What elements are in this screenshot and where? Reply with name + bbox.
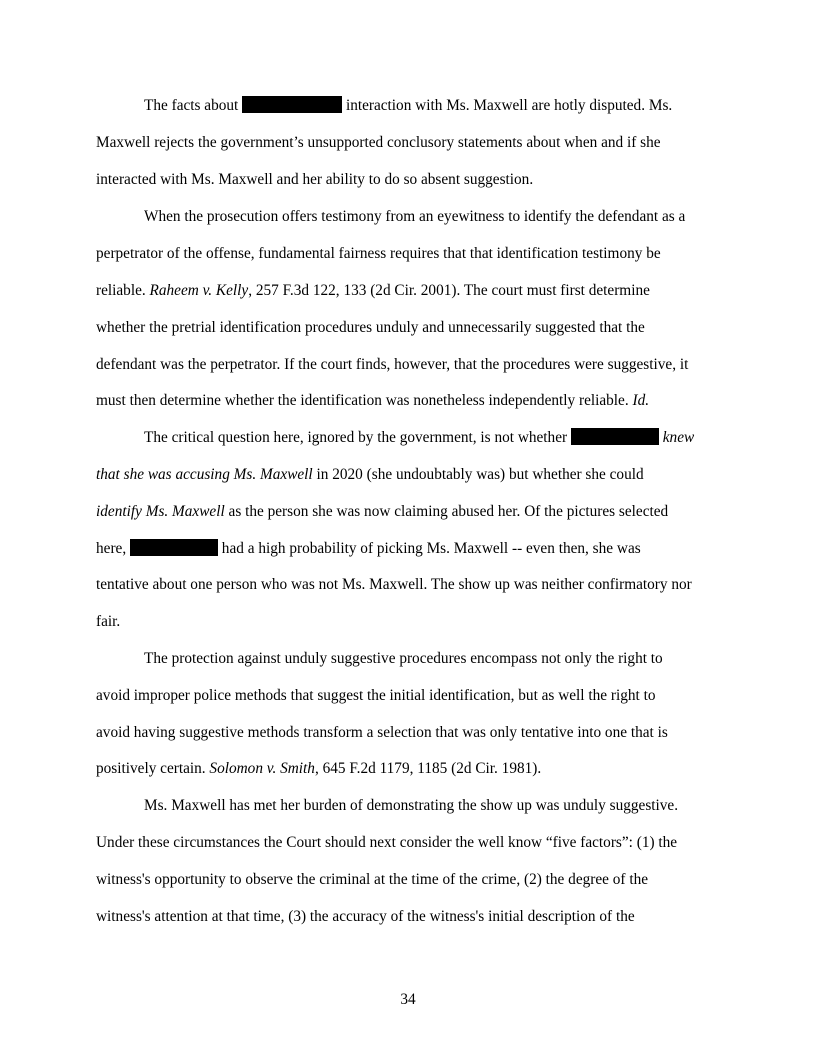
italic-text: knew bbox=[662, 429, 695, 446]
p5-line-1 bbox=[144, 796, 678, 816]
p4-line-3 bbox=[96, 723, 668, 743]
p3-line-2 bbox=[96, 465, 644, 485]
text: The facts about bbox=[144, 97, 243, 114]
p1-line-1 bbox=[144, 96, 672, 116]
id-citation: Id. bbox=[632, 392, 650, 409]
text: here, bbox=[96, 540, 130, 557]
text: The protection against unduly suggestive procedures encompass not only the right to bbox=[144, 650, 663, 667]
p5-line-3 bbox=[96, 870, 648, 890]
italic-text: that she was accusing Ms. Maxwell bbox=[96, 466, 313, 483]
p5-line-4 bbox=[96, 907, 635, 927]
text: fair. bbox=[96, 613, 121, 630]
text: perpetrator of the offense, fundamental fairness requires that that identification testimony be bbox=[96, 245, 661, 262]
text: When the prosecution offers testimony from an eyewitness to identify the defendant as a bbox=[144, 208, 686, 225]
p1-line-3 bbox=[96, 170, 533, 190]
p3-line-4 bbox=[96, 539, 641, 559]
p4-line-2 bbox=[96, 686, 656, 706]
redaction-box bbox=[571, 428, 659, 445]
text: interacted with Ms. Maxwell and her ability to do so absent suggestion. bbox=[96, 171, 534, 188]
text: Ms. Maxwell has met her burden of demonstrating the show up was unduly suggestive. bbox=[144, 797, 679, 814]
text: interaction with Ms. Maxwell are hotly disputed. Ms. bbox=[342, 97, 673, 114]
p4-line-1 bbox=[144, 649, 663, 669]
text: in 2020 (she undoubtably was) but whether she could bbox=[312, 466, 644, 483]
p3-line-5 bbox=[96, 575, 692, 595]
text: witness's attention at that time, (3) the accuracy of the witness's initial description of the bbox=[96, 908, 635, 925]
text: avoid improper police methods that suggest the initial identification, but as well the right to bbox=[96, 687, 656, 704]
p2-line-4 bbox=[96, 318, 645, 338]
text: Under these circumstances the Court should next consider the well know “five factors”: (1) the bbox=[96, 834, 678, 851]
text: must then determine whether the identification was nonetheless independently reliable. bbox=[96, 392, 633, 409]
text: whether the pretrial identification procedures unduly and unnecessarily suggested that the bbox=[96, 319, 645, 336]
page-number: 34 bbox=[400, 991, 416, 1008]
text: had a high probability of picking Ms. Maxwell -- even then, she was bbox=[217, 540, 641, 557]
text: tentative about one person who was not Ms. Maxwell. The show up was neither confirmatory nor bbox=[96, 576, 692, 593]
p2-line-5 bbox=[96, 355, 688, 375]
case-citation: Solomon v. Smith bbox=[209, 760, 315, 777]
p3-line-6 bbox=[96, 612, 120, 632]
p2-line-3 bbox=[96, 281, 650, 301]
text: Maxwell rejects the government’s unsupported conclusory statements about when and if she bbox=[96, 134, 661, 151]
text: reliable. bbox=[96, 282, 150, 299]
p1-line-2 bbox=[96, 133, 661, 153]
text: avoid having suggestive methods transform a selection that was only tentative into one that is bbox=[96, 724, 668, 741]
italic-text: identify Ms. Maxwell bbox=[96, 503, 225, 520]
redaction-box bbox=[130, 539, 218, 556]
text: positively certain. bbox=[96, 760, 210, 777]
p3-line-3 bbox=[96, 502, 668, 522]
text: , 645 F.2d 1179, 1185 (2d Cir. 1981). bbox=[314, 760, 542, 777]
case-citation: Raheem v. Kelly bbox=[149, 282, 249, 299]
p2-line-1 bbox=[144, 207, 685, 227]
p2-line-2 bbox=[96, 244, 661, 264]
p2-line-6 bbox=[96, 391, 649, 411]
p5-line-2 bbox=[96, 833, 677, 853]
text: defendant was the perpetrator. If the court finds, however, that the procedures were suggestive, it bbox=[96, 356, 689, 373]
redaction-box bbox=[242, 96, 342, 113]
p4-line-4 bbox=[96, 759, 541, 779]
text: , 257 F.3d 122, 133 (2d Cir. 2001). The court must first determine bbox=[248, 282, 650, 299]
text: as the person she was now claiming abused her. Of the pictures selected bbox=[224, 503, 669, 520]
text: witness's opportunity to observe the criminal at the time of the crime, (2) the degree of the bbox=[96, 871, 649, 888]
p3-line-1 bbox=[144, 428, 694, 448]
text: The critical question here, ignored by the government, is not whether bbox=[144, 429, 571, 446]
